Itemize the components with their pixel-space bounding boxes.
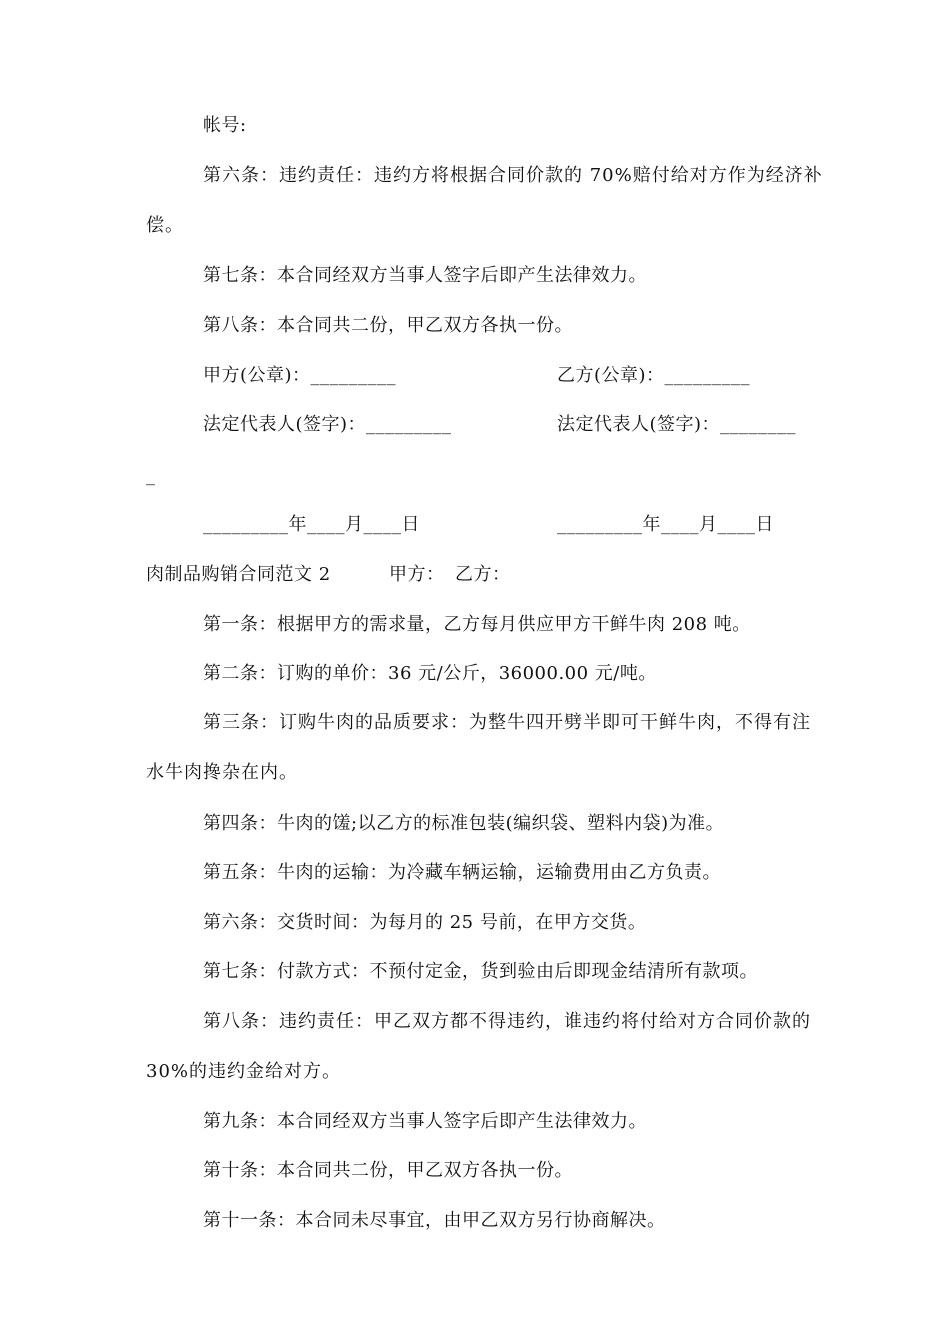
contract2-article-9: 第九条：本合同经双方当事人签字后即产生法律效力。: [203, 1111, 647, 1132]
contract2-party-b-label: 乙方：: [455, 564, 511, 585]
contract2-article-8: 第八条：违约责任：甲乙双方都不得违约，谁违约将付给对方合同价款的 30%的违约金给对方。: [146, 1011, 811, 1082]
party-b-seal-line: 乙方(公章)：_________: [557, 365, 751, 386]
contract2-article-1: 第一条：根据甲方的需求量，乙方每月供应甲方干鲜牛肉 208 吨。: [203, 614, 751, 635]
contract2-article-10: 第十条：本合同共二份，甲乙双方各执一份。: [203, 1160, 573, 1181]
contract1-article-7: 第七条：本合同经双方当事人签字后即产生法律效力。: [203, 265, 647, 286]
party-a-seal-line: 甲方(公章)：_________: [203, 365, 397, 386]
contract2-title: 肉制品购销合同范文 2: [146, 564, 331, 585]
contract2-article-4: 第四条：牛肉的馐;以乙方的标准包装(编织袋、塑料内袋)为准。: [203, 813, 725, 834]
party-b-representative-line: 法定代表人(签字)：________: [557, 414, 797, 435]
contract2-article-2: 第二条：订购的单价：36 元/公斤，36000.00 元/吨。: [203, 663, 657, 684]
contract2-article-5: 第五条：牛肉的运输：为冷藏车辆运输，运输费用由乙方负责。: [203, 862, 721, 883]
contract2-article-11: 第十一条：本合同未尽事宜，由甲乙双方另行协商解决。: [203, 1210, 666, 1231]
contract1-article-8: 第八条：本合同共二份，甲乙双方各执一份。: [203, 315, 573, 336]
party-a-representative-line: 法定代表人(签字)：_________: [203, 414, 452, 435]
account-label: 帐号:: [203, 115, 247, 136]
contract2-article-3: 第三条：订购牛肉的品质要求：为整牛四开劈半即可干鲜牛肉，不得有注水牛肉搀杂在内。: [146, 712, 811, 783]
party-b-date-line: _________年____月____日: [557, 514, 774, 535]
representative-line-wrap: _: [146, 465, 156, 486]
contract1-article-6: 第六条：违约责任：违约方将根据合同价款的 70%赔付给对方作为经济补偿。: [146, 165, 823, 236]
party-a-date-line: _________年____月____日: [203, 514, 420, 535]
contract2-party-a-label: 甲方：: [389, 564, 445, 585]
contract2-article-6: 第六条：交货时间：为每月的 25 号前，在甲方交货。: [203, 912, 647, 933]
contract2-article-7: 第七条：付款方式：不预付定金，货到验由后即现金结清所有款项。: [203, 961, 758, 982]
